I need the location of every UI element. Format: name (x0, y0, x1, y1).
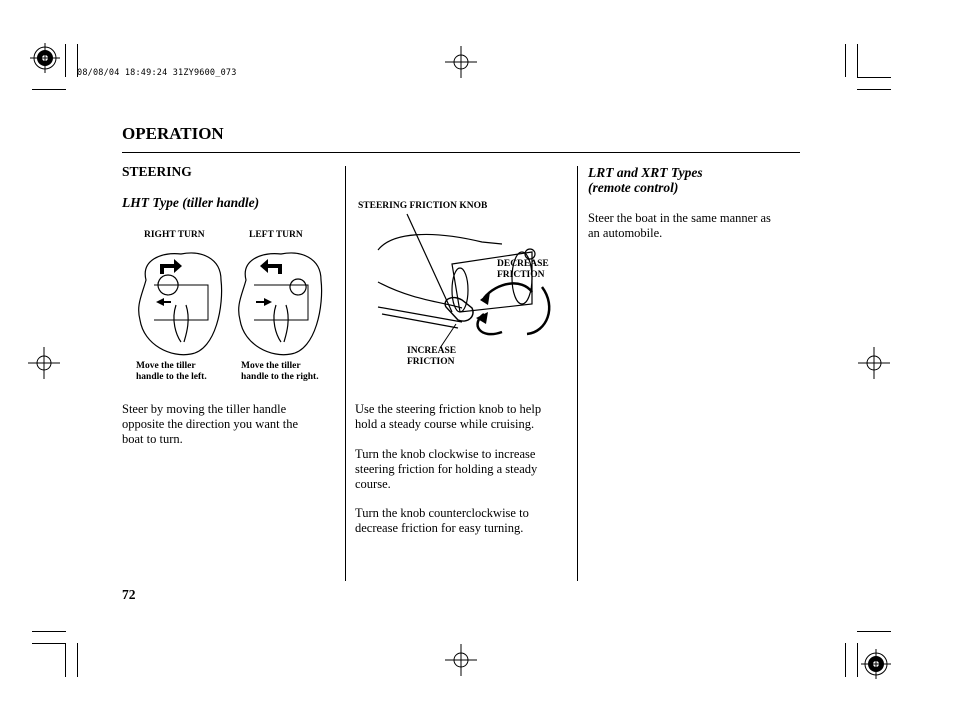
friction-paragraph-1 (355, 402, 541, 432)
tiller-illustration (136, 250, 336, 360)
steering-heading: STEERING (122, 164, 192, 179)
friction-paragraph-2 (355, 447, 537, 492)
turn-right-arrow-icon (160, 259, 182, 274)
steering-paragraph (122, 402, 298, 447)
decrease-friction-label (497, 259, 549, 281)
turn-left-arrow-icon (260, 259, 282, 274)
text-line: decrease friction for easy turning. (355, 521, 524, 535)
knob-label: STEERING FRICTION KNOB (358, 201, 488, 211)
rotation-arrow-icon (476, 292, 490, 324)
caption-line: handle to the right. (241, 372, 319, 382)
tiller-right-turn-illustration (139, 253, 222, 355)
crosshair-icon (445, 46, 477, 78)
text-line: steering friction for holding a steady (355, 462, 538, 476)
label-line: FRICTION (407, 357, 455, 367)
right-turn-label: RIGHT TURN (144, 230, 205, 240)
friction-knob-illustration (372, 212, 572, 352)
subheading-line: LRT and XRT Types (588, 165, 703, 180)
text-line: hold a steady course while cruising. (355, 417, 535, 431)
label-line: INCREASE (407, 346, 457, 356)
tiller-direction-right-arrow-icon (256, 298, 272, 306)
text-line: an automobile. (588, 226, 663, 240)
tiller-direction-left-arrow-icon (156, 298, 171, 306)
text-line: Steer the boat in the same manner as (588, 211, 771, 225)
text-line: course. (355, 477, 391, 491)
text-line: Turn the knob counterclockwise to (355, 506, 529, 520)
crosshair-icon (858, 347, 890, 379)
caption-line: handle to the left. (136, 372, 207, 382)
page-number: 72 (122, 587, 136, 602)
remote-control-paragraph (588, 211, 771, 241)
crosshair-icon (445, 644, 477, 676)
text-line: Steer by moving the tiller handle (122, 402, 287, 416)
friction-paragraph-3 (355, 506, 529, 536)
subheading-line: (remote control) (588, 180, 679, 195)
column-divider (345, 166, 346, 581)
column-divider (577, 166, 578, 581)
text-line: opposite the direction you want the (122, 417, 299, 431)
print-info: 08/08/04 18:49:24 31ZY9600_073 (77, 68, 237, 78)
section-title: OPERATION (122, 124, 224, 143)
lrt-xrt-subheading (588, 165, 703, 195)
label-line: FRICTION (497, 270, 545, 280)
registration-starburst-icon (861, 649, 891, 679)
caption-move-left (136, 361, 207, 383)
title-rule (122, 152, 800, 153)
text-line: Use the steering friction knob to help (355, 402, 542, 416)
text-line: boat to turn. (122, 432, 183, 446)
label-line: DECREASE (497, 259, 549, 269)
crosshair-icon (28, 347, 60, 379)
text-line: Turn the knob clockwise to increase (355, 447, 536, 461)
lht-subheading: LHT Type (tiller handle) (122, 195, 260, 210)
left-turn-label: LEFT TURN (249, 230, 303, 240)
caption-line: Move the tiller (136, 361, 196, 371)
registration-starburst-icon (30, 43, 60, 73)
increase-friction-label (407, 346, 456, 368)
caption-move-right (241, 361, 319, 383)
caption-line: Move the tiller (241, 361, 301, 371)
